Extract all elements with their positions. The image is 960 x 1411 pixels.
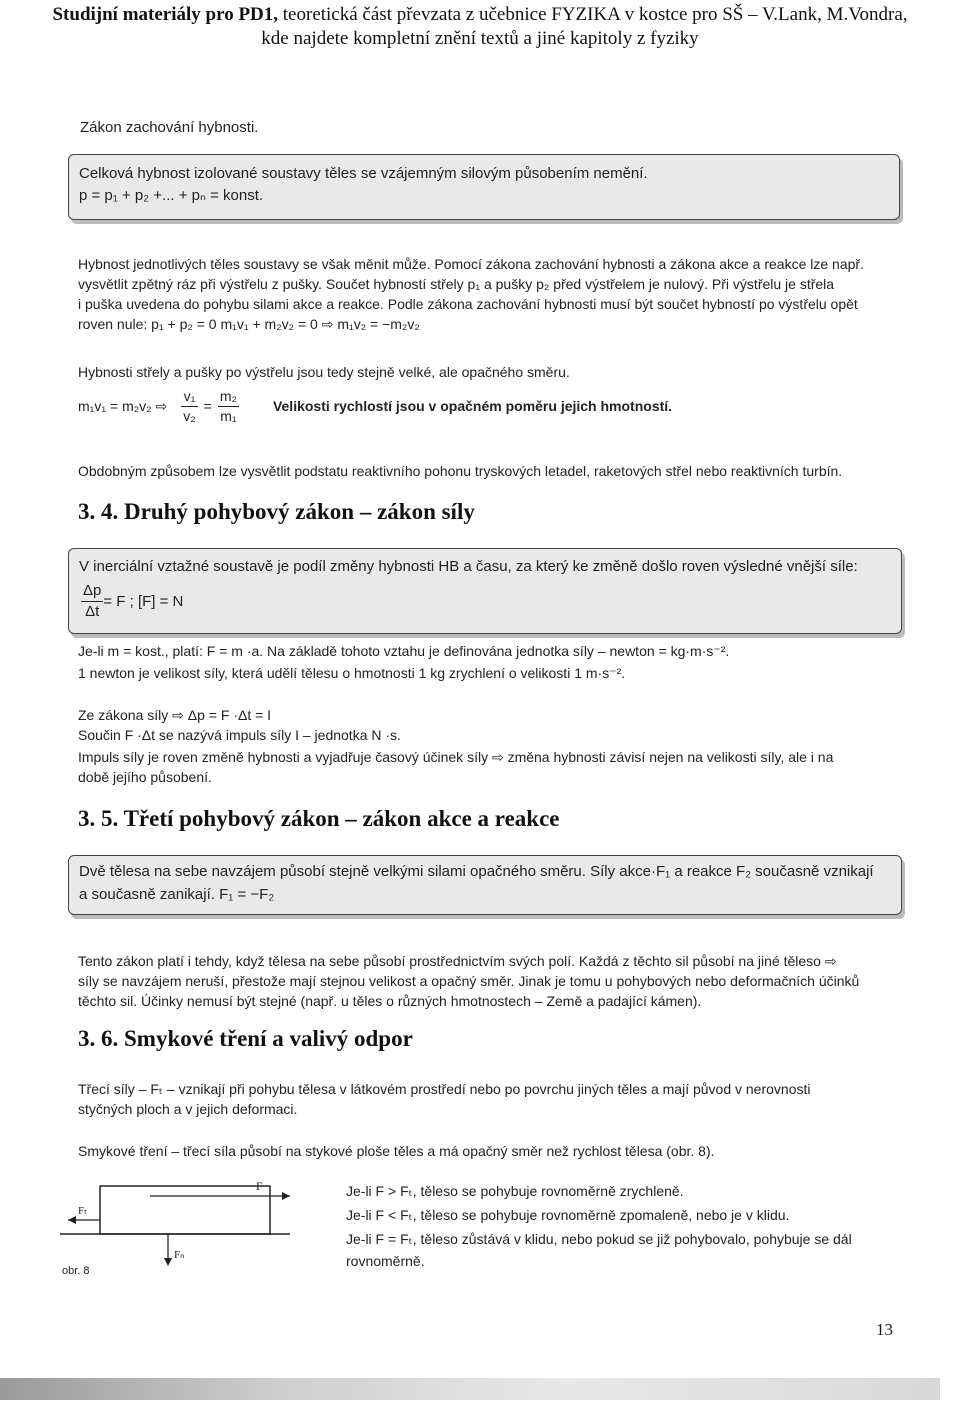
ratio-equals: = (203, 397, 212, 414)
label-fn: Fₙ (174, 1249, 185, 1261)
velocity-fraction-den: v₂ (183, 407, 196, 424)
header-rest: teoretická část převzata z učebnice FYZIKA v kostce pro SŠ – V.Lank, M.Vondra, (278, 4, 908, 25)
label-f: F (256, 1179, 263, 1193)
page-number: 13 (876, 1320, 893, 1339)
momentum-law-formula: p = p₁ + p₂ +... + pₙ = konst. (79, 187, 264, 204)
force-fraction (81, 581, 103, 622)
velocity-fraction-num: v₁ (181, 387, 197, 407)
friction-case-4: rovnoměrně. (346, 1253, 425, 1269)
sec36-line2: styčných ploch a v jejich deformaci. (78, 1101, 298, 1117)
momentum-paragraph-line2: vysvětlit zpětný ráz při výstřelu z pušky. Součet hybností střely p₁ a pušky p₂ před výstřelem je nulový. Při výstřelu je střela (78, 276, 835, 292)
mass-fraction-num: m₂ (218, 387, 239, 407)
friction-case-3: Je-li F = Fₜ, těleso zůstává v klidu, nebo pokud se již pohybovalo, pohybuje se dál (346, 1231, 852, 1247)
sec34-line3: Ze zákona síly ⇨ Δp = F ·Δt = I (78, 707, 272, 723)
momentum-paragraph-line3: i puška uvedena do pohybu silami akce a reakce. Podle zákona zachování hybnosti musí být součet hybností po výstřelu opět (78, 296, 858, 312)
momentum-ratio-equation (78, 383, 672, 429)
action-reaction-box (68, 855, 902, 915)
momentum-law-text: Celková hybnost izolované soustavy těles se vzájemným silovým působením nemění. (79, 165, 648, 182)
momentum-law-box (68, 154, 900, 220)
sec35-line1: Tento zákon platí i tehdy, když tělesa na sebe působí prostřednictvím svých polí. Každá z těchto sil působí na jiné těleso ⇨ (78, 953, 837, 969)
momentum-paragraph-line1: Hybnost jednotlivých těles soustavy se však měnit může. Pomocí zákona zachování hybnosti a zákona akce a reakce lze např. (78, 256, 864, 272)
force-fraction-den: Δt (85, 603, 100, 620)
scan-bottom-edge (0, 1378, 940, 1400)
sec35-line2: síly se navzájem neruší, přestože mají stejnou velikost a opačný směr. Jinak je tomu u pohybových nebo deformačních účinků (78, 973, 860, 989)
force-law-box (68, 548, 902, 634)
sec34-line4: Součin F ·Δt se nazývá impuls síly I – jednotka N ·s. (78, 727, 401, 743)
momentum-paragraph-line5: Hybnosti střely a pušky po výstřelu jsou tedy stejně velké, ale opačného směru. (78, 364, 570, 380)
mass-fraction-den: m₁ (220, 407, 237, 424)
section-3-4-heading: 3. 4. Druhý pohybový zákon – zákon síly (78, 499, 475, 524)
momentum-paragraph-line6: Obdobným způsobem lze vysvětlit podstatu reaktivního pohonu tryskových letadel, raketových střel nebo reaktivních turbín. (78, 463, 843, 479)
action-reaction-formula: a současně zanikají. F₁ = −F₂ (79, 886, 275, 903)
force-f-arrowhead (282, 1192, 290, 1200)
sec35-line3: těchto sil. Účinky nemusí být stejné (např. u těles o různých hmotnostech – Země a padající kámen). (78, 993, 702, 1009)
document-header-line1 (0, 4, 960, 26)
figure-caption: obr. 8 (62, 1265, 90, 1277)
friction-block (100, 1186, 270, 1234)
sec34-line6: době jejího působení. (78, 769, 212, 785)
sec34-line5: Impuls síly je roven změně hybnosti a vyjadřuje časový účinek síly ⇨ změna hybnosti závisí nejen na velikosti síly, ale i na (78, 749, 834, 765)
force-fn-arrowhead (164, 1258, 172, 1266)
section-3-6-heading: 3. 6. Smykové tření a valivý odpor (78, 1026, 413, 1051)
friction-case-2: Je-li F < Fₜ, těleso se pohybuje rovnoměrně zpomaleně, nebo je v klidu. (346, 1207, 790, 1223)
friction-figure (60, 1174, 300, 1284)
force-law-text: V inerciální vztažné soustavě je podíl změny hybnosti HB a času, za který ke změně došlo roven výsledné vnější síle: (79, 558, 858, 575)
velocity-fraction (181, 387, 197, 426)
force-law-formula (81, 581, 183, 622)
sec34-line2: 1 newton je velikost síly, která udělí tělesu o hmotnosti 1 kg zrychlení o velikosti 1 m·s⁻². (78, 665, 626, 681)
sec36-line3: Smykové tření – třecí síla působí na stykové ploše těles a má opačný směr než rychlost tělesa (obr. 8). (78, 1143, 715, 1159)
friction-case-1: Je-li F > Fₜ, těleso se pohybuje rovnoměrně zrychleně. (346, 1183, 684, 1199)
ratio-left: m₁v₁ = m₂v₂ ⇨ (78, 397, 168, 414)
action-reaction-text: Dvě tělesa na sebe navzájem působí stejně velkými silami opačného směru. Síly akce·F₁ a reakce F₂ současně vznikají (79, 863, 874, 880)
sec36-line1: Třecí síly – Fₜ – vznikají při pohybu tělesa v látkovém prostředí nebo po povrchu jiných těles a mají původ v nerovnosti (78, 1081, 811, 1097)
momentum-paragraph-line4: roven nule: p₁ + p₂ = 0 m₁v₁ + m₂v₂ = 0 ⇨ m₁v₂ = −m₂v₂ (78, 316, 420, 332)
section-3-5-heading: 3. 5. Třetí pohybový zákon – zákon akce a reakce (78, 806, 560, 831)
document-header-line2: kde najdete kompletní znění textů a jiné kapitoly z fyziky (261, 28, 699, 49)
label-ft: Fₜ (78, 1205, 88, 1217)
mass-fraction (218, 387, 239, 426)
force-fraction-num: Δp (81, 581, 103, 602)
force-ft-arrowhead (68, 1216, 76, 1224)
momentum-title: Zákon zachování hybnosti. (80, 119, 259, 136)
ratio-note: Velikosti rychlostí jsou v opačném poměru jejich hmotností. (272, 397, 673, 414)
header-bold: Studijní materiály pro PD1, (52, 4, 279, 25)
force-formula-rest: = F ; [F] = N (103, 592, 184, 610)
sec34-line1: Je-li m = kost., platí: F = m ·a. Na základě tohoto vztahu je definována jednotka síly – newton = kg·m·s⁻². (78, 643, 730, 659)
